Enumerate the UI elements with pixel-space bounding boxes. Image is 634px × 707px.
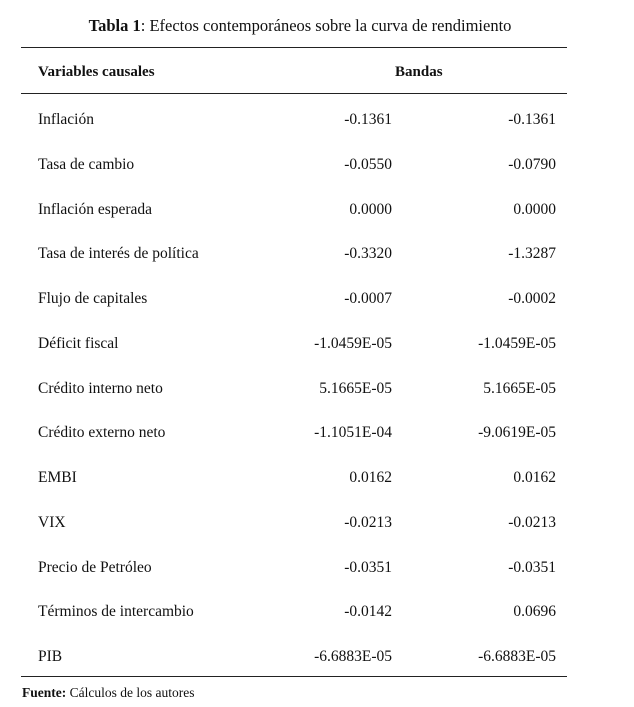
- table-row: [0, 201, 634, 246]
- caption-separator: :: [140, 16, 150, 35]
- band-1-value: 5.1665E-05: [319, 379, 392, 397]
- table-row: [0, 559, 634, 604]
- table-row: [0, 111, 634, 156]
- source-label: Fuente:: [22, 685, 67, 700]
- band-2-value: -6.6883E-05: [478, 648, 556, 665]
- band-1-value: -6.6883E-05: [314, 648, 392, 665]
- source-text: Cálculos de los autores: [66, 685, 195, 700]
- column-header-bandas: Bandas: [395, 64, 443, 80]
- band-2-value: 0.0162: [513, 469, 556, 486]
- row-label: Términos de intercambio: [38, 603, 194, 621]
- row-label: EMBI: [38, 469, 77, 486]
- band-2-value: -0.0790: [508, 155, 556, 173]
- row-label: Tasa de cambio: [38, 155, 135, 173]
- band-2-value: -0.0213: [508, 513, 556, 531]
- row-label: Crédito interno neto: [38, 379, 163, 397]
- table-row: [0, 603, 634, 648]
- band-1-value: -0.0550: [344, 155, 392, 173]
- band-1-value: -0.0351: [344, 558, 392, 576]
- table-row: [0, 290, 634, 335]
- table-top-rule: [21, 47, 567, 48]
- band-2-value: -0.0351: [508, 558, 556, 576]
- row-label: Precio de Petróleo: [38, 558, 152, 576]
- band-1-value: -0.0007: [344, 290, 392, 307]
- row-label: PIB: [38, 648, 63, 665]
- band-2-value: 5.1665E-05: [483, 379, 556, 397]
- row-label: Flujo de capitales: [38, 290, 148, 307]
- table-header-rule: [21, 93, 567, 94]
- row-label: Déficit fiscal: [38, 334, 119, 352]
- row-label: Inflación: [38, 111, 94, 128]
- band-1-value: 0.0000: [349, 200, 392, 218]
- band-1-value: -0.0213: [344, 513, 392, 531]
- table-row: [0, 335, 634, 380]
- table-row: [0, 156, 634, 201]
- band-1-value: -1.0459E-05: [314, 334, 392, 352]
- band-2-value: -0.1361: [508, 111, 556, 128]
- caption-text: Efectos contemporáneos sobre la curva de rendimiento: [149, 16, 512, 35]
- band-2-value: -1.3287: [508, 245, 556, 263]
- table-row: [0, 469, 634, 514]
- table-row: [0, 514, 634, 559]
- table-row: [0, 380, 634, 425]
- table-bottom-rule: [21, 676, 567, 677]
- band-2-value: 0.0696: [513, 603, 556, 621]
- band-2-value: -1.0459E-05: [478, 334, 556, 352]
- table-caption: [0, 16, 600, 36]
- table-body: [0, 111, 634, 693]
- row-label: Inflación esperada: [38, 200, 153, 218]
- band-1-value: -0.0142: [344, 603, 392, 621]
- table-row: [0, 424, 634, 469]
- row-label: Tasa de interés de política: [38, 245, 199, 263]
- caption-label: Tabla 1: [88, 16, 141, 35]
- row-label: Crédito externo neto: [38, 424, 166, 442]
- table-source-note: [22, 685, 194, 701]
- band-2-value: -0.0002: [508, 290, 556, 307]
- row-label: VIX: [38, 513, 66, 531]
- band-2-value: -9.0619E-05: [478, 424, 556, 442]
- table-row: [0, 245, 634, 290]
- band-1-value: -0.3320: [344, 245, 392, 263]
- column-header-variables: Variables causales: [38, 64, 155, 80]
- band-1-value: -1.1051E-04: [314, 424, 392, 442]
- band-1-value: -0.1361: [344, 111, 392, 128]
- band-1-value: 0.0162: [349, 469, 392, 486]
- band-2-value: 0.0000: [513, 200, 556, 218]
